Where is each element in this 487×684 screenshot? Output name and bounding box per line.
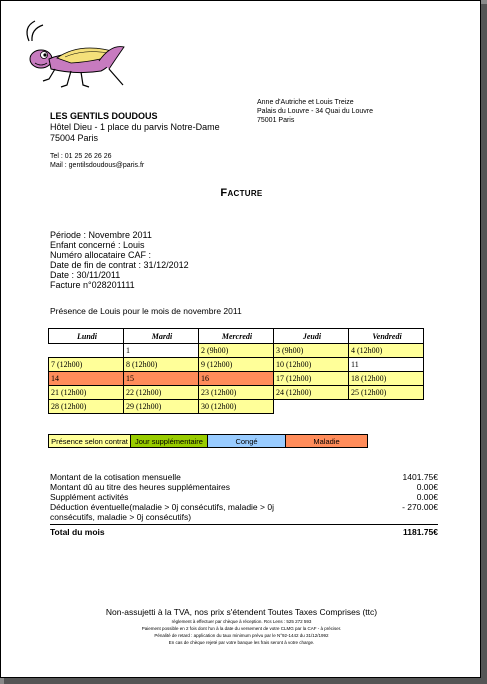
page-shadow-right [481, 4, 487, 684]
legend-jour-supplementaire: Jour supplémentaire [130, 434, 208, 448]
legend-presence: Présence selon contrat [48, 434, 131, 448]
invoice-info [50, 230, 189, 290]
footer-line: règlement à effectuer par chèque à réception. Rcs Lens : 525 272 593 [171, 619, 312, 624]
total-row-supplement [50, 492, 438, 502]
calendar-day-cell: 16 [199, 372, 274, 386]
total-row-heures-sup [50, 482, 438, 492]
calendar-day-cell: 23 (12h00) [199, 386, 274, 400]
calendar-day-cell: 1 [124, 344, 199, 358]
calendar-empty-cell [349, 400, 424, 414]
footer-line: Pénalité de retard : application du taux minimum prévu par le N°92-1442 du 31/12/1992 [154, 633, 329, 638]
total-row-deduction [50, 502, 438, 522]
recipient-block [257, 98, 373, 125]
sender-address-line2: 75004 Paris [50, 133, 99, 143]
sender-email: Mail : gentilsdoudous@paris.fr [50, 162, 145, 169]
recipient-address-line1: Palais du Louvre - 34 Quai du Louvre [257, 108, 373, 115]
calendar-header-row [49, 329, 424, 344]
calendar-empty-cell [274, 400, 349, 414]
sender-block [50, 111, 220, 170]
footer-line: En cas de chèque rejeté par votre banque les frais seront à votre charge. [168, 640, 315, 645]
calendar-day-cell: 4 (12h00) [349, 344, 424, 358]
calendar-day-cell: 11 [349, 358, 424, 372]
cotisation-value: 1401.75€ [402, 472, 438, 482]
info-facture-number: Facture n°028201111 [50, 280, 135, 290]
calendar-day-cell: 15 [124, 372, 199, 386]
cotisation-label: Montant de la cotisation mensuelle [50, 472, 181, 482]
heures-sup-label: Montant dû au titre des heures supplémentaires [50, 482, 231, 492]
info-fin-contrat: Date de fin de contrat : 31/12/2012 [50, 260, 189, 270]
calendar-day-cell: 30 (12h00) [199, 400, 274, 414]
calendar-header: Mardi [124, 329, 199, 344]
calendar-day-cell: 24 (12h00) [274, 386, 349, 400]
calendar-day-cell: 8 (12h00) [124, 358, 199, 372]
calendar-day-cell: 18 (12h00) [349, 372, 424, 386]
info-enfant: Enfant concerné : Louis [50, 240, 145, 250]
recipient-address-line2: 75001 Paris [257, 117, 295, 124]
calendar-day-cell: 29 (12h00) [124, 400, 199, 414]
cricket-logo [21, 19, 126, 94]
calendar-day-cell: 14 [49, 372, 124, 386]
deduction-value: - 270.00€ [402, 502, 438, 512]
info-periode: Période : Novembre 2011 [50, 230, 152, 240]
calendar-day-cell: 9 (12h00) [199, 358, 274, 372]
calendar-day-cell: 17 (12h00) [274, 372, 349, 386]
calendar-day-cell: 7 (12h00) [49, 358, 124, 372]
calendar-header: Lundi [49, 329, 124, 344]
calendar-day-cell: 25 (12h00) [349, 386, 424, 400]
calendar-header: Mercredi [199, 329, 274, 344]
info-date: Date : 30/11/2011 [50, 270, 121, 280]
calendar-day-cell: 10 (12h00) [274, 358, 349, 372]
calendar-legend [48, 434, 368, 448]
presence-calendar [48, 328, 424, 414]
deduction-label: Déduction éventuelle(maladie > 0j consécutifs, maladie > 0j consécutifs, maladie > 0j consécutifs) [50, 502, 274, 522]
totals-block [50, 472, 438, 537]
total-label: Total du mois [50, 527, 105, 537]
calendar-week-row [49, 344, 424, 358]
calendar-header: Vendredi [349, 329, 424, 344]
calendar-week-row [49, 400, 424, 414]
heures-sup-value: 0.00€ [416, 482, 438, 492]
calendar-week-row [49, 358, 424, 372]
info-allocataire: Numéro allocataire CAF : [50, 250, 152, 260]
page-shadow-bottom [4, 678, 487, 684]
calendar-day-cell: 21 (12h00) [49, 386, 124, 400]
sender-name: LES GENTILS DOUDOUS [50, 111, 158, 121]
presence-title: Présence de Louis pour le mois de novembre 2011 [50, 306, 242, 316]
footer-tva-notice: Non-assujetti à la TVA, nos prix s'étendent Toutes Taxes Comprises (ttc) [105, 607, 378, 617]
total-row-cotisation [50, 472, 438, 482]
calendar-empty-cell [49, 344, 124, 358]
supplement-label: Supplément activités [50, 492, 129, 502]
total-row-month [50, 524, 438, 537]
sender-phone: Tel : 01 25 26 26 26 [50, 153, 112, 160]
calendar-week-row [49, 372, 424, 386]
supplement-value: 0.00€ [416, 492, 438, 502]
sender-address-line1: Hôtel Dieu - 1 place du parvis Notre-Dame [50, 122, 220, 132]
calendar-header: Jeudi [274, 329, 349, 344]
recipient-name: Anne d'Autriche et Louis Treize [257, 99, 354, 106]
total-value: 1181.75€ [403, 527, 438, 537]
calendar-day-cell: 3 (9h00) [274, 344, 349, 358]
legend-maladie: Maladie [285, 434, 368, 448]
calendar-day-cell: 28 (12h00) [49, 400, 124, 414]
calendar-day-cell: 2 (9h00) [199, 344, 274, 358]
calendar-day-cell: 22 (12h00) [124, 386, 199, 400]
calendar-week-row [49, 386, 424, 400]
footer [1, 607, 482, 646]
footer-line: Paiement possible en 2 fois dont l'un à la date du versement de votre CLMG par la CAF - à préciser. [141, 626, 342, 631]
invoice-title: Facture [220, 187, 263, 199]
legend-conge: Congé [207, 434, 286, 448]
